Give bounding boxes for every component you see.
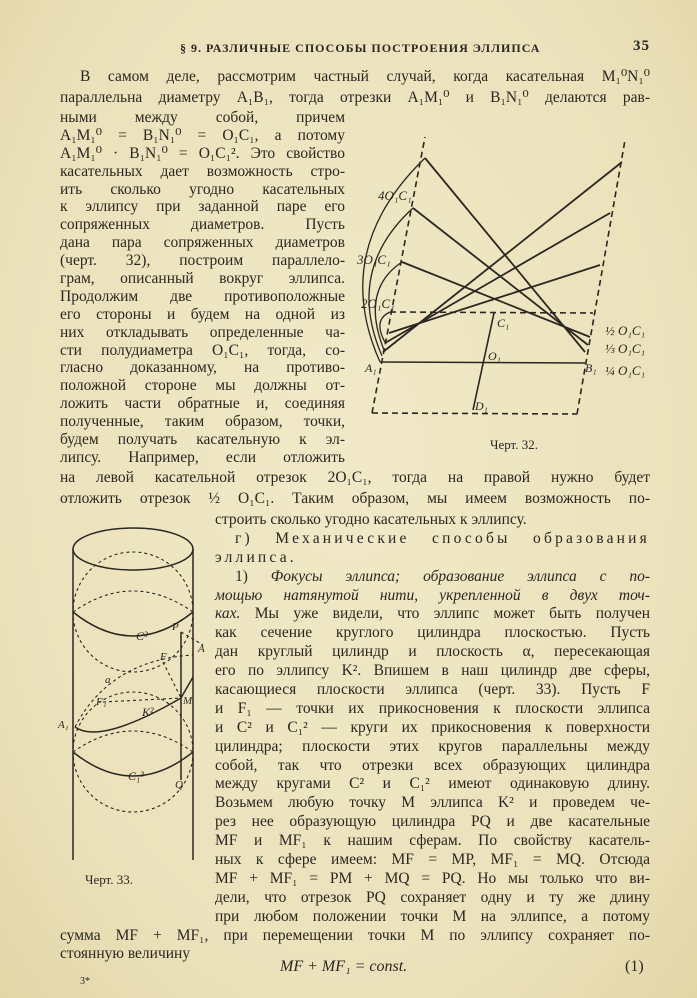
text-line: сумма MF + MF₁, при перемещении точки M по эллипсу сохраняет по- [60, 927, 650, 944]
label-k2: K² [142, 705, 154, 719]
text-line: отложить отрезок ½ O₁C₁. Таким образом, мы имеем возможность по- [60, 490, 650, 507]
figure-33-caption: Черт. 33. [85, 872, 134, 887]
label-third-o1c1: ⅓ O₁C₁ [605, 341, 646, 356]
text-line: параллельна диаметру A₁B₁, тогда отрезки A₁M₁⁰ и B₁N₁⁰ делаются рав- [60, 89, 650, 106]
text-line: ить сколько угодно касательных [60, 180, 345, 198]
label-b1: B₁ [585, 361, 597, 375]
label-m: M [183, 695, 193, 707]
text-line: гласно доказанному, на противо- [60, 359, 345, 377]
label-f1: F₁ [96, 696, 107, 708]
label-a: A [198, 643, 205, 655]
text-line: них откладывать определенные ча- [60, 323, 345, 341]
text-line: A₁M₁⁰ · B₁N₁⁰ = O₁C₁². Это свойство [60, 144, 345, 162]
cylinder-top [73, 528, 193, 570]
label-alpha: a [105, 674, 111, 686]
label-4o1c1: 4O₁C₁ [378, 188, 412, 203]
text-segment: Мы уже видели, что эллипс может быть получен [254, 605, 650, 623]
text-line: дели, что отрезок PQ сохраняет одну и ту же длину [215, 888, 650, 906]
text-line: при любом положении точки M на эллипсе, а потому [215, 907, 650, 925]
text-line: рез нее образующую цилиндра PQ и две касательные [215, 813, 650, 831]
text-line: стоянную величину [60, 945, 191, 962]
figure-32-caption: Черт. 32. [490, 437, 539, 452]
label-c12: C₁² [128, 769, 144, 783]
equation-number: (1) [625, 958, 644, 975]
label-d1: D₁ [475, 399, 488, 413]
text-line: его по эллипсу K². Впишем в наш цилиндр две сферы, [215, 662, 650, 680]
text-line: липсу. Например, если отложить [60, 448, 345, 466]
text-line: цилиндра; плоскости этих кругов параллельны между [215, 737, 650, 755]
text-line: сти полудиаметра O₁C₁, тогда, со- [60, 341, 345, 359]
text-line: дана пара сопряженных диаметров [60, 234, 345, 252]
text-line: как сечение круглого цилиндра плоскостью. Пусть [215, 624, 650, 642]
text-line: A₁M₁⁰ = B₁N₁⁰ = O₁C₁, а потому [60, 126, 345, 144]
text-line: касающиеся плоскости эллипса (черт. 33). Пусть F [215, 681, 650, 699]
text-line: собой, так что отрезки всех образующих цилиндра [215, 756, 650, 774]
text-line [215, 605, 650, 624]
text-line: грам, описанный вокруг эллипса. [60, 270, 345, 288]
label-o1: O₁ [488, 349, 501, 363]
label-c1: C₁ [497, 316, 510, 330]
figure-33-diagram [30, 520, 215, 860]
text-line: сопряженных диаметров. Пусть [60, 216, 345, 234]
text-line: г) Механические способы образования [235, 529, 650, 547]
text-segment: мощью натянутой нити, укрепленной в двух точ- [215, 586, 650, 604]
text-line: ных к сфере имеем: MF = MP, MF₁ = MQ. Отсюда [215, 851, 650, 869]
text-line: дан круглый цилиндр и плоскость α, пересекающая [215, 643, 650, 661]
left-column-text [60, 109, 345, 467]
text-line: MF и MF₁ к нашим сферам. По свойству касатель- [215, 832, 650, 850]
text-line: строить сколько угодно касательных к эллипсу. [215, 511, 527, 528]
label-half-o1c1: ½ O₁C₁ [605, 323, 646, 338]
text-line: положной стороне мы должны от- [60, 377, 345, 395]
page-number: 35 [633, 38, 650, 54]
text-line: ложить части обратные и, соединяя [60, 395, 345, 413]
text-line: и F₁ — точки их прикосновения к плоскости эллипса [215, 699, 650, 717]
text-segment: 1) [235, 567, 271, 585]
text-line: эллипса. [215, 548, 297, 566]
label-f: F [160, 651, 167, 663]
label-p: P [172, 621, 179, 633]
label-quarter-o1c1: ¼ O₁C₁ [605, 363, 646, 378]
paragraph-middle [60, 467, 650, 509]
figure-32-diagram [340, 130, 670, 450]
paragraph-top [60, 66, 650, 108]
text-line: касательных дает возможность стро- [60, 162, 345, 180]
label-c2: C² [136, 629, 148, 643]
text-segment: ках. [215, 605, 255, 623]
text-line: к эллипсу при заданной паре его [60, 198, 345, 216]
text-line: В самом деле, рассмотрим частный случай, когда касательная M₁⁰N₁⁰ [80, 68, 650, 85]
sphere-lower [73, 692, 193, 812]
ellipse-k2 [75, 677, 193, 732]
text-line: Продолжим две противоположные [60, 287, 345, 305]
text-line: полученные, таким образом, точки, [60, 413, 345, 431]
text-line: MF + MF₁ = PM + MQ = PQ. Но мы только что ви- [215, 869, 650, 887]
text-line: будем получать касательную к эл- [60, 431, 345, 449]
label-2o1c1: 2O₁C₁ [361, 296, 395, 311]
text-line: Возьмем любую точку M эллипса K² и проведем че- [215, 794, 650, 812]
text-line: между кругами C² и C₁² имеют одинаковую длину. [215, 775, 650, 793]
text-segment: Фокусы эллипса; образование эллипса с по- [270, 567, 650, 585]
label-a1: A₁ [58, 719, 69, 731]
label-a1: A₁ [365, 361, 377, 375]
section-title: § 9. РАЗЛИЧНЫЕ СПОСОБЫ ПОСТРОЕНИЯ ЭЛЛИПСА [180, 41, 541, 55]
text-line: его стороны и будем на одной из [60, 305, 345, 323]
text-line: и C² и C₁² — круги их прикосновения к поверхности [215, 718, 650, 736]
right-column-text [215, 511, 650, 927]
label-3o1c1: 3O₁C₁ [357, 252, 391, 267]
text-line [215, 568, 650, 587]
text-line: (черт. 32), построим параллело- [60, 252, 345, 270]
label-q: Q [175, 779, 183, 791]
printer-signature: 3* [80, 976, 90, 987]
text-line [215, 587, 650, 606]
equation: MF + MF₁ = const. [280, 958, 408, 975]
text-line: на левой касательной отрезок 2O₁C₁, тогда на правой нужно будет [60, 469, 650, 486]
text-line: ными между собой, причем [60, 109, 345, 126]
running-header [60, 38, 650, 58]
